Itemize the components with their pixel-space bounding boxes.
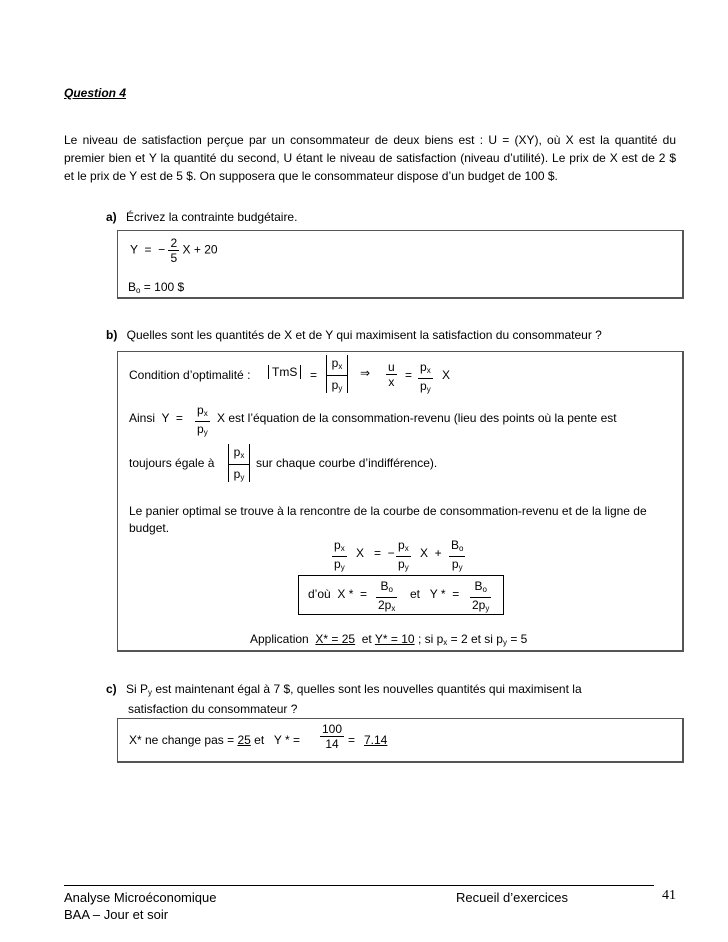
part-c-question: c) Si $P_y$ est maintenant égal à 7 $, quelles sont les nouvelles quantités qui maximisent la satisfaction du consommateur ?: [106, 682, 582, 716]
eq2-px-py-neg: $\frac{p_x}{p_y}$: [398, 538, 409, 572]
eq2-x-equals: X = −: [356, 546, 395, 560]
part-c-label: c): [106, 682, 117, 696]
equals-2: =: [405, 368, 413, 382]
y-star-frac: $\frac{B_o}{2p_y}$: [472, 579, 490, 613]
part-b-text: Quelles sont les quantités de X et de Y qui maximisent la satisfaction du consommateur ?: [126, 328, 602, 342]
ainsi-label: Ainsi Y =: [129, 411, 183, 425]
optimality-label: Condition d’optimalité :: [129, 368, 251, 382]
x-star-value: X* = 25: [315, 632, 356, 646]
toujours-rest: sur chaque courbe d’indifférence).: [256, 456, 438, 470]
intro-paragraph: Le niveau de satisfaction perçue par un consommateur de deux biens est : U = (XY), où X est la quantité du premier bien et Y la quantité du second, U étant le niveau de satisfaction (niveau d’utilité). Le prix de X est de 2 $ et le prix de Y est de 5 $. On supposera que le consommateur dispose d’un budget de 100 $.: [64, 133, 676, 183]
budget-equation: [130, 236, 218, 265]
footer-program: BAA – Jour et soir: [64, 907, 169, 922]
eq-fraction: [168, 236, 179, 265]
tms-abs: [268, 365, 301, 379]
eq-right: X + 20: [182, 242, 218, 257]
dou-label: d’où X * =: [308, 587, 368, 601]
equals-1: =: [310, 368, 318, 382]
question-title: Question 4: [64, 86, 127, 100]
application-label: Application: [250, 632, 309, 646]
px-over-py-2: $\frac{p_x}{p_y}$: [197, 403, 208, 437]
price-ratio-abs: $p_x$ $p_y$: [326, 355, 348, 393]
panier-text: Le panier optimal se trouve à la rencontre de la courbe de consommation-revenu et de la ligne de budget.: [129, 504, 647, 535]
toujours-label: toujours égale à: [129, 456, 215, 470]
budget-value: $B_o = 100$ $: [128, 280, 185, 295]
eq2-x-plus: X +: [420, 546, 442, 560]
y-star-value: Y* = 10: [374, 632, 415, 646]
x-var: X: [442, 368, 451, 382]
et-label: et Y * =: [410, 587, 460, 601]
x-val: 25: [237, 733, 251, 747]
part-b-label: b): [106, 328, 118, 342]
eq-left: Y = −: [130, 242, 166, 257]
frac-den: 14: [325, 737, 339, 751]
price-ratio-abs-2: $p_x$ $p_y$: [228, 444, 250, 482]
part-a-label: a): [106, 210, 117, 224]
frac-num: 100: [322, 722, 343, 736]
x-den: x: [388, 375, 395, 389]
px-over-py-1: $\frac{p_x}{p_y}$: [420, 360, 431, 394]
eq2-bo-py: $\frac{B_o}{p_y}$: [451, 538, 464, 572]
page-number: 41: [662, 888, 676, 903]
part-a-question: [106, 210, 297, 224]
footer-course: Analyse Microéconomique: [64, 890, 217, 905]
x-star-frac: $\frac{B_o}{2p_x}$: [378, 579, 396, 613]
implies-symbol: ⇒: [360, 366, 371, 380]
eq2-px-py: $\frac{p_x}{p_y}$: [334, 538, 345, 572]
equals-c: =: [348, 733, 356, 747]
part-c-answer: [129, 733, 300, 747]
y-frac-c: [320, 722, 344, 751]
eq-den: 5: [170, 251, 178, 265]
u-num: u: [388, 360, 395, 374]
y-val: 7.14: [364, 733, 388, 747]
answer-prefix: X* ne change pas =: [129, 733, 235, 747]
part-b-question: [106, 328, 602, 342]
u-over-x: [386, 360, 397, 389]
footer-rule: [64, 885, 654, 886]
footer-collection: Recueil d’exercices: [456, 890, 568, 905]
eq-num: 2: [170, 236, 178, 250]
part-a-text: Écrivez la contrainte budgétaire.: [126, 210, 298, 224]
ainsi-rest: X est l’équation de la consommation-revenu (lieu des points où la pente est: [217, 411, 617, 425]
application-line: Application X* = 25 et Y* = 10 ; si $p_x = 2$ et si $p_y = 5$: [250, 632, 528, 647]
tms: TmS: [268, 365, 301, 379]
et-y: et Y * =: [254, 733, 301, 747]
